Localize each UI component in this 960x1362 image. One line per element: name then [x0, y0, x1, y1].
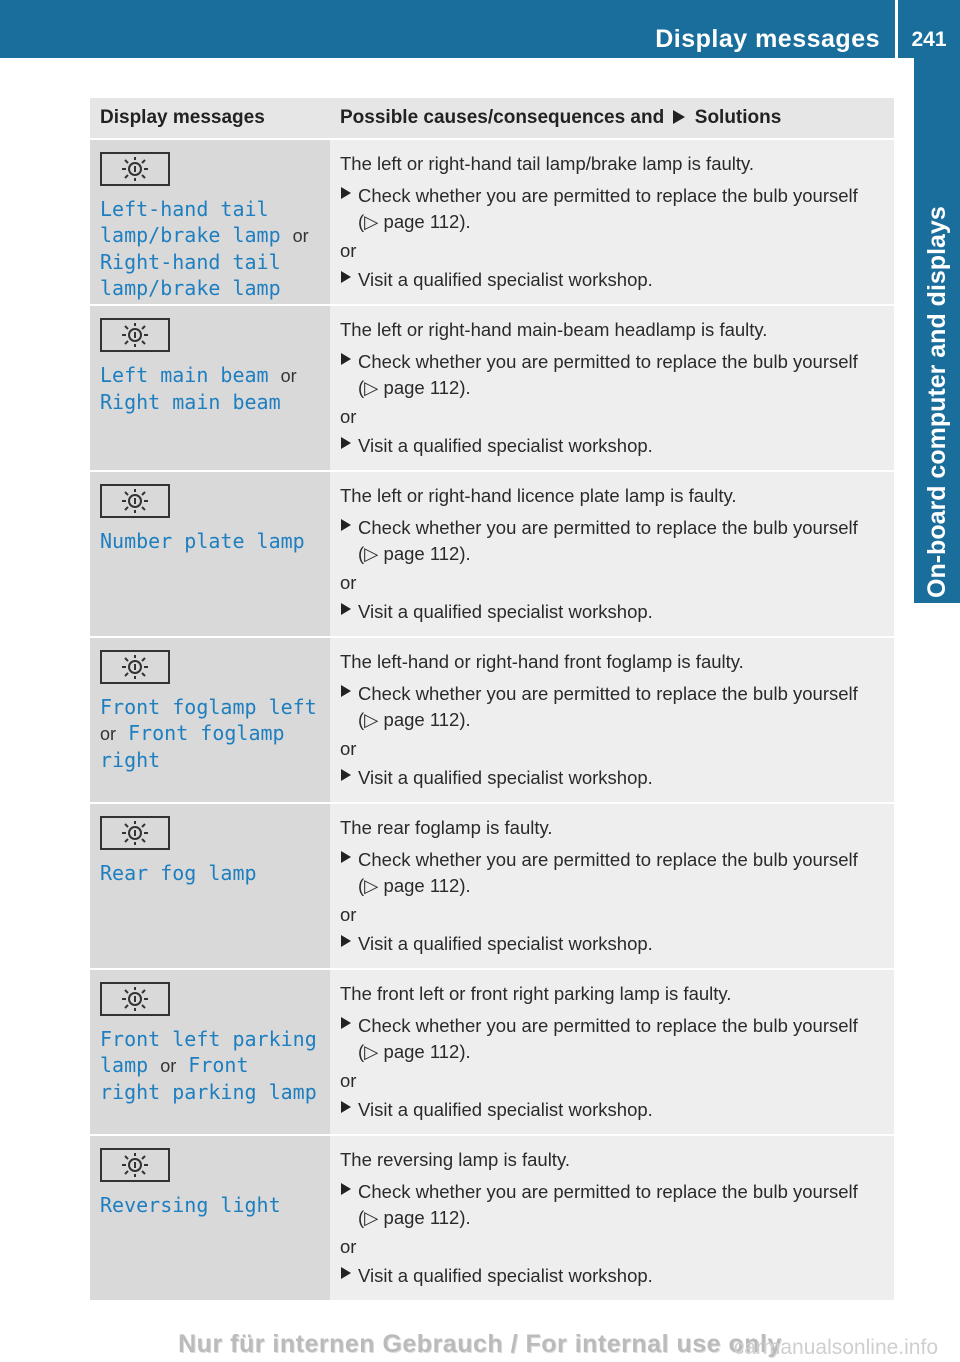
step-check-text: Check whether you are permitted to replace the bulb yourself	[358, 185, 858, 206]
step-text: Visit a qualified specialist workshop.	[358, 767, 653, 788]
step-check-text: Check whether you are permitted to replace the bulb yourself	[358, 1181, 858, 1202]
display-message	[100, 1192, 320, 1218]
step-text	[358, 1179, 858, 1231]
step-text: Visit a qualified specialist workshop.	[358, 435, 653, 456]
triangle-right-icon	[340, 433, 358, 459]
table-row	[90, 637, 894, 803]
solution-cell	[330, 305, 894, 471]
triangle-right-icon	[340, 1179, 358, 1231]
header-causes-solutions	[330, 98, 894, 139]
step-check-text: Check whether you are permitted to replace the bulb yourself	[358, 849, 858, 870]
footer-note: Nur für internen Gebrauch / For internal use only	[178, 1330, 782, 1358]
or-word: or	[340, 904, 357, 925]
or-word: or	[340, 738, 357, 759]
triangle-right-icon	[340, 183, 358, 235]
chapter-title	[923, 206, 960, 598]
bulb-icon	[100, 318, 170, 352]
cause-text: The left-hand or right-hand front foglamp is faulty.	[340, 651, 744, 672]
triangle-right-icon	[340, 681, 358, 733]
table-row	[90, 803, 894, 969]
step-check	[340, 515, 884, 567]
display-message	[100, 196, 320, 301]
step-visit	[340, 267, 884, 293]
display-message	[100, 694, 320, 773]
page-reference: (▷ page 112).	[358, 543, 471, 564]
step-text	[358, 349, 858, 401]
step-text: Visit a qualified specialist workshop.	[358, 1265, 653, 1286]
bulb-icon	[100, 982, 170, 1016]
triangle-right-icon	[672, 109, 686, 125]
table-row	[90, 969, 894, 1135]
bulb-icon	[100, 650, 170, 684]
step-check	[340, 349, 884, 401]
triangle-right-icon	[340, 515, 358, 567]
step-text	[358, 681, 858, 733]
step-visit	[340, 1097, 884, 1123]
table-row	[90, 471, 894, 637]
header-solutions-label: Solutions	[694, 107, 782, 128]
step-check	[340, 847, 884, 899]
table-row	[90, 1135, 894, 1301]
step-check	[340, 183, 884, 235]
solution-cell	[330, 969, 894, 1135]
message-text-alt: Right-hand tail lamp/brake lamp	[100, 250, 281, 300]
message-text: Front foglamp left	[100, 695, 317, 719]
or-word: or	[100, 724, 117, 744]
message-text-alt: Front foglamp right	[100, 721, 285, 772]
header-causes-label: Possible causes/consequences and	[340, 107, 665, 128]
step-text: Visit a qualified specialist workshop.	[358, 1099, 653, 1120]
message-text-alt: Right main beam	[100, 390, 281, 414]
table-row	[90, 139, 894, 305]
step-check-text: Check whether you are permitted to replace the bulb yourself	[358, 683, 858, 704]
step-text	[358, 1013, 858, 1065]
cause-text: The left or right-hand tail lamp/brake lamp is faulty.	[340, 153, 755, 174]
page-reference: (▷ page 112).	[358, 1207, 471, 1228]
triangle-right-icon	[340, 599, 358, 625]
solution-cell	[330, 637, 894, 803]
step-text: Visit a qualified specialist workshop.	[358, 933, 653, 954]
cause-text: The left or right-hand licence plate lamp is faulty.	[340, 485, 737, 506]
triangle-right-icon	[340, 267, 358, 293]
step-text: Visit a qualified specialist workshop.	[358, 601, 653, 622]
triangle-right-icon	[340, 1263, 358, 1289]
triangle-right-icon	[340, 1013, 358, 1065]
solution-cell	[330, 1135, 894, 1301]
message-text: Front left parking lamp	[100, 1027, 317, 1077]
page-number: 241	[911, 28, 947, 51]
step-text	[358, 183, 858, 235]
display-message	[100, 528, 320, 554]
message-cell	[90, 471, 330, 637]
cause-text: The reversing lamp is faulty.	[340, 1149, 570, 1170]
or-word: or	[340, 572, 357, 593]
step-visit	[340, 931, 884, 957]
step-check	[340, 1179, 884, 1231]
cause-text: The front left or front right parking lamp is faulty.	[340, 983, 732, 1004]
header-display-messages: Display messages	[90, 98, 330, 139]
message-cell	[90, 139, 330, 305]
step-visit	[340, 765, 884, 791]
solution-cell	[330, 471, 894, 637]
display-message	[100, 362, 320, 415]
message-cell	[90, 1135, 330, 1301]
message-cell	[90, 803, 330, 969]
page-reference: (▷ page 112).	[358, 875, 471, 896]
display-messages-table	[90, 98, 894, 1302]
step-text	[358, 515, 858, 567]
message-text: Left-hand tail lamp/brake lamp	[100, 197, 281, 247]
step-visit	[340, 433, 884, 459]
message-text: Rear fog lamp	[100, 861, 257, 885]
bulb-icon	[100, 1148, 170, 1182]
bulb-icon	[100, 816, 170, 850]
solution-cell	[330, 803, 894, 969]
step-check-text: Check whether you are permitted to replace the bulb yourself	[358, 1015, 858, 1036]
or-word: or	[340, 406, 357, 427]
page-reference: (▷ page 112).	[358, 211, 471, 232]
section-title: Display messages	[655, 25, 880, 53]
message-cell	[90, 305, 330, 471]
page-header-bar	[0, 0, 960, 58]
or-word: or	[340, 1070, 357, 1091]
bulb-icon	[100, 484, 170, 518]
bulb-icon	[100, 152, 170, 186]
cause-text: The rear foglamp is faulty.	[340, 817, 553, 838]
chapter-tab	[914, 58, 960, 603]
chapter-title-text: On-board computer and displays	[923, 206, 951, 598]
triangle-right-icon	[340, 931, 358, 957]
message-text-alt: Front right parking lamp	[100, 1053, 317, 1104]
step-text	[358, 847, 858, 899]
display-message	[100, 1026, 320, 1105]
table-row	[90, 305, 894, 471]
triangle-right-icon	[340, 1097, 358, 1123]
step-check-text: Check whether you are permitted to replace the bulb yourself	[358, 351, 858, 372]
step-text: Visit a qualified specialist workshop.	[358, 269, 653, 290]
message-text: Left main beam	[100, 363, 269, 387]
watermark: carmanualsonline.info	[733, 1336, 938, 1359]
message-text: Reversing light	[100, 1193, 281, 1217]
step-check	[340, 681, 884, 733]
or-word: or	[340, 240, 357, 261]
or-word: or	[280, 366, 297, 386]
table-header-row	[90, 98, 894, 139]
triangle-right-icon	[340, 765, 358, 791]
page-reference: (▷ page 112).	[358, 377, 471, 398]
page-reference: (▷ page 112).	[358, 1041, 471, 1062]
or-word: or	[340, 1236, 357, 1257]
step-check	[340, 1013, 884, 1065]
message-cell	[90, 637, 330, 803]
message-cell	[90, 969, 330, 1135]
triangle-right-icon	[340, 847, 358, 899]
cause-text: The left or right-hand main-beam headlamp is faulty.	[340, 319, 768, 340]
solution-cell	[330, 139, 894, 305]
or-word: or	[292, 226, 309, 246]
step-check-text: Check whether you are permitted to replace the bulb yourself	[358, 517, 858, 538]
step-visit	[340, 1263, 884, 1289]
triangle-right-icon	[340, 349, 358, 401]
step-visit	[340, 599, 884, 625]
page-reference: (▷ page 112).	[358, 709, 471, 730]
message-text: Number plate lamp	[100, 529, 305, 553]
or-word: or	[160, 1056, 177, 1076]
display-message	[100, 860, 320, 886]
